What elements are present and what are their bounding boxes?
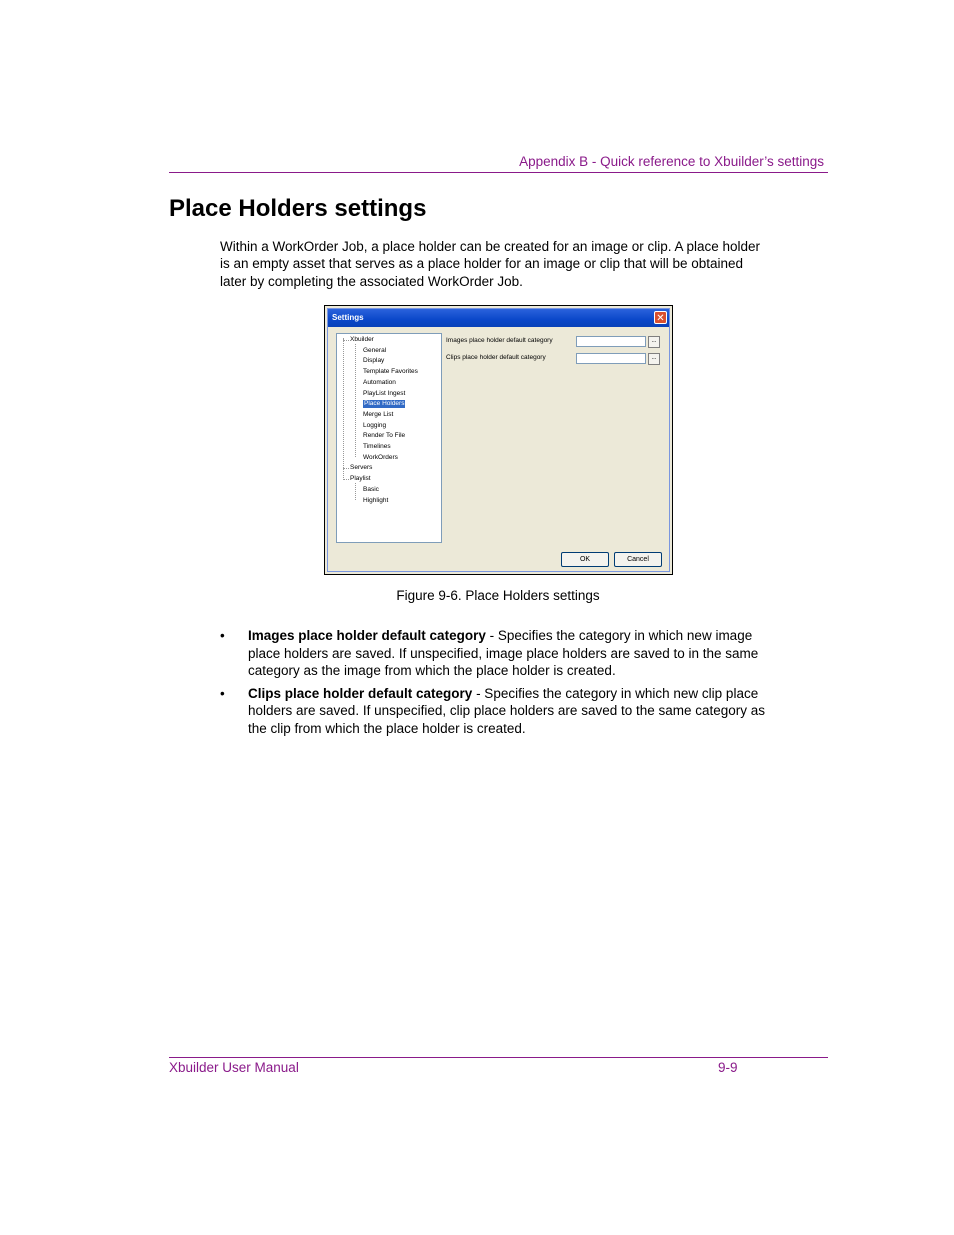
figure-caption: Figure 9-6. Place Holders settings [396,588,600,603]
tree-item-timelines[interactable]: Timelines [363,443,391,450]
images-category-browse-button[interactable]: ... [648,336,660,348]
bullet-list [220,627,800,742]
tree-item-automation[interactable]: Automation [363,378,396,386]
term: Clips place holder default category [248,685,473,701]
dialog-titlebar [328,309,669,327]
settings-tree[interactable] [336,333,442,543]
intro-paragraph [220,238,790,290]
intro-line: is an empty asset that serves as a place holder for an image or clip that will be obtained [220,256,744,272]
tree-item-playlist-ingest[interactable]: PlayList Ingest [363,389,406,397]
footer-manual-title: Xbuilder User Manual [169,1060,299,1075]
bullet-icon: • [220,685,225,701]
close-icon[interactable]: ✕ [654,311,667,324]
list-item [220,685,800,738]
ok-button[interactable]: OK [561,552,609,567]
tree-item-general[interactable]: General [363,346,387,354]
clips-category-browse-button[interactable]: ... [648,353,660,365]
tree-item-merge-list[interactable]: Merge List [363,410,394,418]
tree-item-playlist[interactable]: Playlist [350,475,371,483]
tree-connector [355,483,356,500]
dialog-title: Settings [332,313,364,322]
tree-item-logging[interactable]: Logging [363,421,387,429]
tree-item-servers[interactable]: Servers [350,464,373,472]
definition: - Specifies the category in which new image [485,628,753,643]
intro-line: later by completing the associated WorkOrder Job. [220,273,523,289]
running-header: Appendix B - Quick reference to Xbuilder’s settings [519,154,824,169]
settings-dialog-screenshot [324,305,673,575]
clips-category-input[interactable] [576,353,646,364]
tree-item-basic[interactable]: Basic [363,485,379,493]
tree-item-place-holders[interactable]: Place Holders [364,400,405,408]
list-item [220,627,800,680]
tree-item-render-to-file[interactable]: Render To File [363,432,406,440]
term: Images place holder default category [248,628,486,643]
tree-connector [343,338,344,480]
cancel-button[interactable]: Cancel [614,552,662,567]
page-title: Place Holders settings [169,195,427,222]
dialog-body [327,308,670,572]
clips-category-label: Clips place holder default category [446,354,546,361]
bullet-line [248,627,800,645]
bullet-line: place holders are saved. If unspecified, image place holders are saved to in the same [248,645,759,661]
tree-item-workorders[interactable]: WorkOrders [363,453,398,461]
tree-item-template-favorites[interactable]: Template Favorites [363,368,418,376]
bullet-line: the clip from which the place holder is created. [248,720,526,736]
bullet-line: category as the image from which the place holder is created. [248,663,616,678]
bullet-line [248,685,800,703]
bullet-line: holders are saved. If unspecified, clip place holders are saved to the same category as [248,703,766,718]
tree-connector [355,344,356,457]
images-category-label: Images place holder default category [446,337,553,344]
footer-rule [169,1057,828,1058]
tree-item-xbuilder[interactable]: Xbuilder [350,336,374,343]
images-category-input[interactable] [576,336,646,347]
header-rule [169,172,828,173]
definition: - Specifies the category in which new clip place [472,685,759,701]
footer-page-number: 9-9 [718,1060,738,1075]
tree-item-highlight[interactable]: Highlight [363,496,389,504]
bullet-icon: • [220,628,225,643]
tree-item-display[interactable]: Display [363,357,385,365]
intro-line: Within a WorkOrder Job, a place holder can be created for an image or clip. A place holder [220,239,761,254]
